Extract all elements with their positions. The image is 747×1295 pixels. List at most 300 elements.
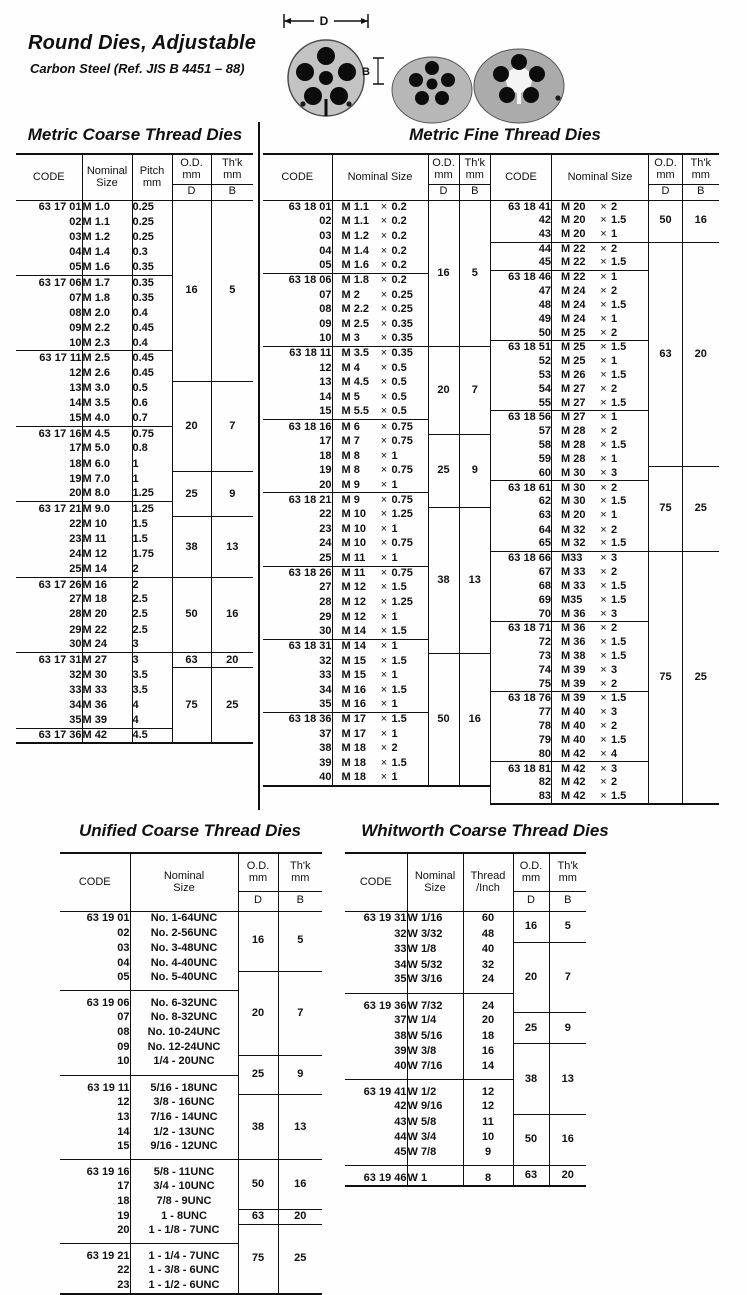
multiply-sign: × [600,270,607,283]
size-value: M 7 [341,434,360,447]
pitch-value: 0.5 [391,376,407,389]
cell-nominal-size [552,565,649,579]
cell-thread-per-inch: 14 [463,1060,513,1080]
pitch-value: 0.75 [391,434,413,447]
size-value: M 25 [561,354,586,367]
table-row [263,654,490,669]
table-row [16,472,253,487]
cell-nominal-size [552,481,649,495]
cell-code: 24 [263,537,332,552]
cell-code: 14 [263,390,332,405]
cell-code: 25 [263,551,332,566]
cell-nominal-size: M 4.5 [82,426,132,441]
dimension-d-label: D [319,14,329,28]
cell-thk: 7 [211,381,253,472]
cell-thk: 9 [211,472,253,517]
multiply-sign: × [600,706,607,719]
pitch-value: 0.25 [391,288,413,301]
die-side-view [392,57,472,123]
pitch-value: 2 [611,284,618,297]
header-nominal-size [82,154,132,200]
size-value: M 6 [341,420,360,433]
cell-od: 20 [172,381,211,472]
multiply-sign: × [380,551,388,564]
cell-nominal-size [552,214,649,228]
pitch-value: 3 [611,663,618,676]
cell-nominal-size: 1 - 8UNC [130,1209,238,1224]
cell-od: 50 [649,200,683,242]
header-line: Nominal [163,870,205,883]
cell-od: 75 [172,668,211,743]
cell-thk: 25 [683,551,719,804]
cell-thk: 7 [549,942,586,1013]
size-value: M 24 [561,298,586,311]
cell-nominal-size [552,397,649,411]
multiply-sign: × [380,420,388,433]
pitch-value: 3 [611,706,618,719]
cell-nominal-size [332,361,428,376]
cell-nominal-size: M 1.0 [82,200,132,215]
cell-code: 20 [16,487,82,502]
metric-fine-right-table-container [490,153,719,805]
multiply-sign: × [600,649,607,662]
cell-nominal-size [552,369,649,383]
cell-code: 32 [263,654,332,669]
cell-nominal-size [552,383,649,397]
cell-code: 15 [16,411,82,426]
cell-nominal-size [552,678,649,692]
cell-od: 20 [238,971,278,1055]
cell-code: 32 [16,668,82,683]
cell-code: 63 18 36 [263,712,332,727]
header-line: Th'k [290,860,311,873]
cell-nominal-size [552,467,649,481]
cell-nominal-size [332,537,428,552]
cell-nominal-size: 5/8 - 11UNC [130,1159,238,1179]
cell-pitch: 3 [132,653,172,668]
pitch-value: 1.5 [391,683,407,696]
header-line: mm [558,872,577,885]
cell-pitch: 0.4 [132,306,172,321]
multiply-sign: × [600,789,607,802]
multiply-sign: × [600,312,607,325]
cell-nominal-size: M 2.3 [82,336,132,351]
cell-nominal-size [332,639,428,654]
unified-table [60,852,322,1295]
cell-code: 63 17 36 [16,728,82,743]
cell-nominal-size [552,355,649,369]
multiply-sign: × [380,493,388,506]
pitch-value: 0.35 [391,347,413,360]
cell-code: 18 [263,449,332,464]
cell-code: 30 [16,638,82,653]
cell-nominal-size [552,270,649,284]
cell-nominal-size: 1/4 - 20UNC [130,1055,238,1075]
size-value: M 17 [341,727,366,740]
multiply-sign: × [380,610,388,623]
table-row [16,653,253,668]
cell-code: 52 [491,355,552,369]
cell-thread-per-inch: 48 [463,927,513,943]
header-thk [549,853,586,891]
cell-pitch: 0.45 [132,351,172,366]
size-value: M 25 [561,341,586,354]
cell-code: 44 [491,242,552,256]
cell-thk: 25 [278,1224,322,1293]
cell-nominal-size [332,625,428,640]
pitch-value: 0.2 [391,244,407,257]
cell-code: 05 [16,260,82,275]
cell-pitch: 3.5 [132,668,172,683]
header-code: CODE [345,853,407,911]
cell-pitch: 3.5 [132,683,172,698]
cell-nominal-size: M 3.0 [82,381,132,396]
cell-thk: 16 [211,577,253,652]
multiply-sign: × [380,376,388,389]
cell-code: 63 19 01 [60,911,130,926]
whitworth-table-container [345,852,586,1187]
header-line: mm [691,169,710,182]
die-tilted-view [474,49,564,123]
multiply-sign: × [380,464,388,477]
cell-pitch: 1.25 [132,487,172,502]
cell-thk: 7 [278,971,322,1055]
cell-nominal-size [552,650,649,664]
cell-pitch: 4.5 [132,728,172,743]
cell-nominal-size: No. 8-32UNC [130,1010,238,1025]
cell-nominal-size: M 3.5 [82,396,132,411]
cell-code: 58 [491,439,552,453]
cell-nominal-size [552,284,649,298]
cell-nominal-size: M 24 [82,638,132,653]
size-value: M 9 [341,478,360,491]
cell-nominal-size: 9/16 - 12UNC [130,1140,238,1160]
cell-nominal-size: M 2.2 [82,321,132,336]
cell-nominal-size [332,273,428,288]
cell-nominal-size [552,692,649,706]
cell-thread-per-inch: 11 [463,1115,513,1131]
pitch-value: 1.5 [611,368,627,381]
cell-code: 12 [60,1095,130,1110]
cell-thk: 25 [211,668,253,743]
size-value: M 28 [561,425,586,438]
cell-code: 77 [491,706,552,720]
cell-nominal-size: W 5/8 [407,1115,463,1131]
multiply-sign: × [380,259,388,272]
header-line: mm [223,169,242,182]
pitch-value: 1 [391,640,398,653]
header-od [238,853,278,891]
metric-fine-heading: Metric Fine Thread Dies [409,125,601,144]
size-value: M 11 [341,551,366,564]
multiply-sign: × [600,383,607,396]
header-line: mm [291,872,310,885]
header-line: O.D. [654,157,677,170]
table-row [491,551,719,565]
multiply-sign: × [380,757,388,770]
header-line: O.D. [519,860,543,873]
cell-nominal-size [332,215,428,230]
header-d: D [513,891,549,911]
multiply-sign: × [600,439,607,452]
cell-nominal-size [552,200,649,214]
pitch-value: 1 [391,610,398,623]
pitch-value: 1.5 [611,214,627,227]
cell-code: 63 17 11 [16,351,82,366]
cell-code: 35 [16,713,82,728]
multiply-sign: × [380,230,388,242]
multiply-sign: × [380,698,388,711]
cell-nominal-size: 7/8 - 9UNC [130,1194,238,1209]
table-row [263,434,490,449]
header-line: Size [173,882,195,895]
cell-thk: 5 [211,200,253,381]
pitch-value: 1.5 [391,654,407,667]
cell-code: 13 [263,376,332,391]
multiply-sign: × [600,256,607,269]
cell-pitch: 4 [132,713,172,728]
pitch-value: 0.75 [391,420,413,433]
cell-nominal-size [332,288,428,303]
size-value: M 39 [561,663,586,676]
size-value: M 20 [561,214,586,227]
cell-code: 02 [60,926,130,941]
cell-nominal-size [552,790,649,804]
cell-nominal-size [552,593,649,607]
cell-od: 38 [172,517,211,577]
cell-code: 14 [16,396,82,411]
size-value: M 20 [561,509,586,522]
multiply-sign: × [600,734,607,747]
cell-code: 63 17 01 [16,200,82,215]
size-value: M 40 [561,720,586,733]
pitch-value: 1.25 [391,596,413,609]
cell-code: 19 [263,464,332,479]
cell-thk: 16 [278,1159,322,1209]
cell-nominal-size: M 18 [82,592,132,607]
cell-code: 17 [16,442,82,457]
cell-pitch: 0.8 [132,442,172,457]
size-value: M 39 [561,677,586,690]
cell-nominal-size: 1 - 1/4 - 7UNC [130,1244,238,1264]
cell-code: 17 [60,1179,130,1194]
table-row [60,1209,322,1224]
pitch-value: 1.5 [611,734,627,747]
pitch-value: 0.35 [391,332,413,345]
multiply-sign: × [600,354,607,367]
cell-nominal-size: M 1.2 [82,230,132,245]
cell-thk: 13 [211,517,253,577]
cell-nominal-size [552,298,649,312]
pitch-value: 4 [611,748,618,760]
cell-nominal-size [332,302,428,317]
cell-code: 20 [263,478,332,493]
multiply-sign: × [600,411,607,424]
cell-code: 63 18 66 [491,551,552,565]
pitch-value: 1.5 [611,692,627,705]
multiply-sign: × [380,522,388,535]
cell-thk: 5 [459,200,490,346]
cell-nominal-size: M 16 [82,577,132,592]
cell-nominal-size [332,346,428,361]
multiply-sign: × [380,742,388,755]
cell-nominal-size [332,610,428,625]
size-value: M 32 [561,537,586,550]
table-row [60,911,322,926]
cell-code: 63 18 16 [263,420,332,435]
multiply-sign: × [380,654,388,667]
multiply-sign: × [600,607,607,620]
cell-pitch: 4 [132,698,172,713]
header-line: Nominal [86,165,128,178]
cell-nominal-size [552,579,649,593]
header-nominal-size: Nominal Size [552,154,649,200]
size-value: M 32 [561,523,586,536]
pitch-value: 1.5 [611,256,627,269]
cell-nominal-size: M 10 [82,517,132,532]
header-thk [278,853,322,891]
size-value: M 4.5 [341,376,370,389]
size-value: M 9 [341,493,360,506]
cell-nominal-size: No. 3-48UNC [130,941,238,956]
cell-pitch: 0.35 [132,275,172,290]
multiply-sign: × [600,396,607,409]
cell-nominal-size: M 1.7 [82,275,132,290]
cell-nominal-size: M 30 [82,668,132,683]
size-value: M 4 [341,361,360,374]
cell-code: 63 18 56 [491,411,552,425]
multiply-sign: × [600,565,607,578]
cell-code: 12 [16,366,82,381]
header-line: mm [521,872,541,885]
cell-nominal-size [332,449,428,464]
multiply-sign: × [600,425,607,438]
cell-thk: 16 [459,654,490,786]
cell-pitch: 0.5 [132,381,172,396]
cell-nominal-size: W 3/32 [407,927,463,943]
header-nominal-size [407,853,463,911]
cell-nominal-size [552,776,649,790]
cell-nominal-size: M 42 [82,728,132,743]
cell-code: 48 [491,298,552,312]
cell-od: 16 [428,200,459,346]
cell-pitch: 0.25 [132,230,172,245]
cell-code: 63 19 41 [345,1079,407,1099]
cell-od: 75 [649,551,683,804]
header-d: D [428,184,459,200]
cell-pitch: 0.3 [132,245,172,260]
cell-nominal-size [332,420,428,435]
cell-code: 23 [263,522,332,537]
size-value: M 1.2 [341,230,370,242]
cell-nominal-size: M 22 [82,623,132,638]
cell-code: 44 [345,1130,407,1146]
table-row [16,577,253,592]
size-value: M 30 [561,481,586,494]
cell-nominal-size [332,551,428,566]
size-value: M 27 [561,411,586,424]
cell-pitch: 0.45 [132,321,172,336]
cell-nominal-size [552,607,649,621]
size-value: M 42 [561,789,586,802]
size-value: M 3 [341,332,360,345]
cell-code: 34 [263,683,332,698]
size-value: M 27 [561,396,586,409]
size-value: M 11 [341,566,366,579]
cell-od: 50 [172,577,211,652]
cell-nominal-size: W 1/8 [407,942,463,958]
table-row [16,517,253,532]
pitch-value: 2 [611,383,618,396]
header-pitch [132,154,172,200]
cell-code: 63 19 31 [345,911,407,927]
cell-code: 63 18 51 [491,340,552,354]
multiply-sign: × [600,692,607,705]
cell-nominal-size [552,495,649,509]
pitch-value: 0.75 [391,464,413,477]
size-value: M33 [561,551,583,564]
cell-nominal-size: W 5/32 [407,958,463,974]
cell-nominal-size: M 2.6 [82,366,132,381]
cell-code: 63 17 21 [16,502,82,517]
cell-code: 39 [345,1044,407,1060]
cell-pitch: 0.6 [132,396,172,411]
cell-nominal-size: 3/8 - 16UNC [130,1095,238,1110]
cell-code: 18 [16,457,82,472]
cell-code: 10 [60,1055,130,1075]
size-value: M 42 [561,748,586,760]
header-thk [683,154,719,184]
header-line: Thread [470,870,506,883]
cell-nominal-size [332,712,428,727]
cell-thk: 5 [549,911,586,942]
cell-pitch: 0.35 [132,260,172,275]
cell-nominal-size [332,390,428,405]
cell-pitch: 0.45 [132,366,172,381]
cell-code: 55 [491,397,552,411]
size-value: M 22 [561,270,586,283]
metric-fine-left-table-container [263,153,490,787]
pitch-value: 1.5 [611,579,627,592]
cell-nominal-size: M 1.1 [82,215,132,230]
cell-pitch: 0.75 [132,426,172,441]
multiply-sign: × [380,303,388,316]
header-line: mm [656,169,675,182]
multiply-sign: × [600,551,607,564]
header-code: CODE [60,853,130,911]
cell-od: 16 [238,911,278,971]
cell-nominal-size [552,621,649,635]
cell-nominal-size: M 5.0 [82,442,132,457]
cell-thread-per-inch: 12 [463,1099,513,1115]
cell-code: 63 19 06 [60,991,130,1011]
header-code: CODE [263,154,332,200]
cell-code: 07 [263,288,332,303]
multiply-sign: × [380,640,388,653]
cell-code: 63 17 16 [16,426,82,441]
table-row [60,1159,322,1179]
cell-code: 82 [491,776,552,790]
dies-photo [272,6,572,124]
size-value: M 12 [341,596,366,609]
header-line: mm [465,169,484,182]
pitch-value: 1 [611,312,618,325]
cell-nominal-size: W 1 [407,1165,463,1186]
multiply-sign: × [600,523,607,536]
size-value: M 25 [561,326,586,339]
cell-code: 63 18 21 [263,493,332,508]
cell-code: 78 [491,720,552,734]
